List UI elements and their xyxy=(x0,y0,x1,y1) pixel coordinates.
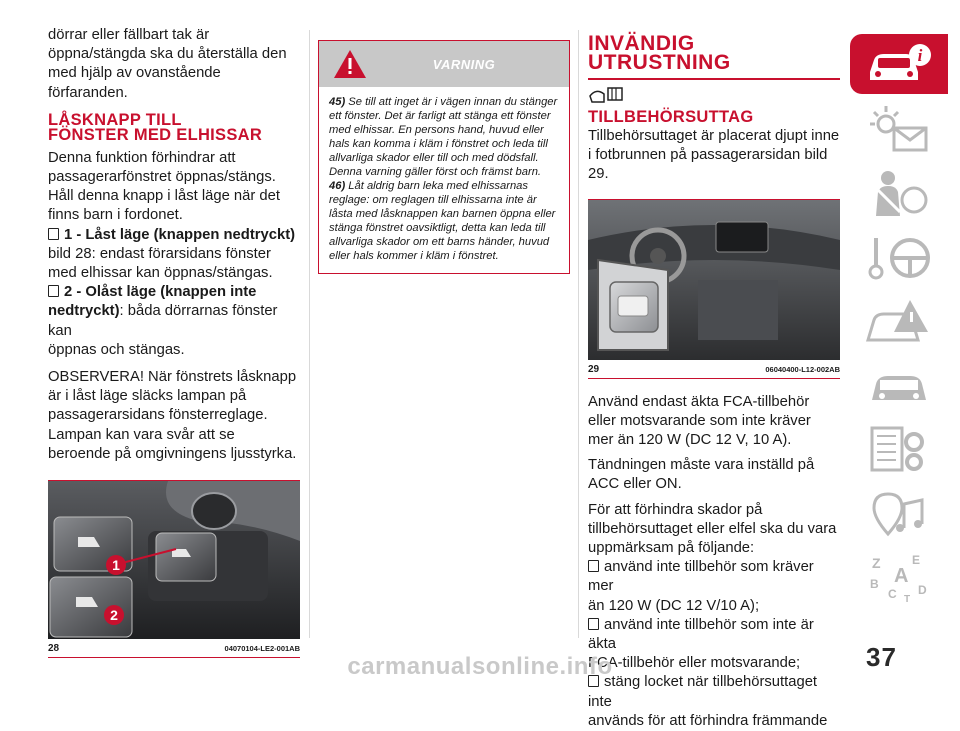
callout-2: 2 xyxy=(110,607,118,624)
socket-location-text: Tillbehörsuttaget är placerat djupt inne i fotbrunnen på passagerarsidan bild 29. xyxy=(588,128,840,183)
svg-text:T: T xyxy=(904,594,911,604)
warning-box xyxy=(318,40,570,274)
tab-warning-lights[interactable] xyxy=(850,100,948,158)
section-heading-line-2: UTRUSTNING xyxy=(588,51,731,74)
socket-photo xyxy=(588,200,840,360)
heading-line-2: FÖNSTER MED ELHISSAR xyxy=(48,125,263,144)
bullet-power-line-1: använd inte tillbehör som kräver mer xyxy=(588,559,814,595)
bullet-power xyxy=(588,558,840,596)
svg-text:A: A xyxy=(894,565,909,587)
tab-emergency[interactable] xyxy=(850,292,948,350)
warning-46-number: 46) xyxy=(329,180,346,192)
bullet-icon xyxy=(48,285,59,297)
bullet-genuine-cont: FCA-tillbehör eller motsvarande; xyxy=(588,655,801,672)
warning-45-number: 45) xyxy=(329,96,346,108)
bullet-unlocked-rest: : båda dörrarnas fönster kan xyxy=(48,303,278,339)
key-steering-wheel-icon xyxy=(864,232,934,282)
figure-number: 29 xyxy=(588,363,600,375)
tab-safety[interactable] xyxy=(850,164,948,222)
bullet-unlocked-text xyxy=(48,302,300,360)
bullet-genuine-line-1: använd inte tillbehör som inte är äkta xyxy=(588,616,814,653)
callout-1: 1 xyxy=(112,557,120,574)
figure-28 xyxy=(48,480,300,658)
bullet-genuine xyxy=(588,616,840,654)
bullet-lid-cont: används för att förhindra främmande xyxy=(588,712,828,729)
svg-text:E: E xyxy=(912,553,921,567)
middle-column xyxy=(318,40,570,274)
multimedia-music-icon xyxy=(864,488,934,538)
tab-maintenance[interactable] xyxy=(850,356,948,414)
warning-title: VARNING xyxy=(432,56,496,72)
accessory-socket-icon xyxy=(588,84,840,104)
fca-accessories-text: Använd endast äkta FCA-tillbehör eller motsvarande som inte kräver mer än 120 W (DC 12 V, 10 A). xyxy=(588,393,811,449)
figure-code: 06040400-L12-002AB xyxy=(765,364,840,374)
svg-text:D: D xyxy=(918,583,927,597)
bullet-locked-text: bild 28: endast förarsidans fönster med elhissar kan öppnas/stängas. xyxy=(48,245,273,282)
car-info-icon xyxy=(864,42,934,86)
bullet-icon xyxy=(588,560,599,572)
warning-body xyxy=(319,87,569,273)
bullet-unlocked xyxy=(48,283,300,302)
bullet-icon xyxy=(588,618,599,630)
section-heading xyxy=(588,34,840,80)
warning-header xyxy=(319,41,569,87)
tab-multimedia[interactable] xyxy=(850,484,948,542)
bullet-lid-line-1: stäng locket när tillbehörsuttaget inte xyxy=(588,674,818,710)
svg-text:Z: Z xyxy=(872,555,881,571)
svg-text:C: C xyxy=(888,587,897,601)
column-divider xyxy=(309,30,310,638)
watermark: carmanualsonline.info xyxy=(347,653,613,680)
bullet-unlocked-title: 2 - Olåst läge (knappen inte xyxy=(64,284,257,301)
warning-46 xyxy=(329,179,559,263)
section-heading-line-1: INVÄNDIG xyxy=(588,32,695,55)
intro-paragraph: dörrar eller fällbart tak är öppna/stängda ska du återställa den med hjälp av ovanstående förfaranden. xyxy=(48,27,287,101)
ignition-text: Tändningen måste vara inställd på ACC eller ON. xyxy=(588,457,815,493)
bullet-power-cont: än 120 W (DC 12 V/10 A); xyxy=(588,597,760,614)
window-lock-heading xyxy=(48,110,300,144)
socket-heading: TILLBEHÖRSUTTAG xyxy=(588,108,754,126)
interior-illustration xyxy=(588,200,840,360)
alphabetical-index-icon xyxy=(864,550,934,604)
warning-triangle-icon xyxy=(333,49,367,79)
lock-description: Denna funktion förhindrar att passagerarfönstret öppnas/stängs. Håll denna knapp i låst läge när det finns barn i fordonet. xyxy=(48,149,280,224)
heading-line-1: LÅSKNAPP TILL xyxy=(48,110,182,129)
svg-text:B: B xyxy=(870,577,879,591)
window-switch-photo xyxy=(48,481,300,639)
bullet-locked xyxy=(48,226,300,245)
column-divider xyxy=(578,30,579,638)
bullet-locked-title: 1 - Låst läge (knappen nedtryckt) xyxy=(64,226,296,243)
page-number: 37 xyxy=(866,642,897,672)
window-switch-illustration xyxy=(48,481,300,639)
chapter-tabs xyxy=(850,34,948,612)
figure-29 xyxy=(588,199,840,379)
tab-index[interactable] xyxy=(850,548,948,606)
figure-29-caption xyxy=(588,360,840,379)
car-breakdown-icon xyxy=(864,296,934,346)
tab-technical-data[interactable] xyxy=(850,420,948,478)
left-column xyxy=(48,26,300,658)
bullet-icon xyxy=(48,228,59,240)
warning-lights-envelope-icon xyxy=(864,104,934,154)
warning-46-text: Låt aldrig barn leka med elhissarnas reglage: om reglagen till elhissarna inte är låsta med låsknappen kan barnen öppna eller stänga fönstret oavsiktligt, detta kan leda till allvarliga skador om ett barns händer, huvud eller hals kommer i kläm i fönstret. xyxy=(329,180,556,262)
figure-number: 28 xyxy=(48,643,60,655)
checklist-gears-icon xyxy=(864,424,934,474)
person-airbag-seatbelt-icon xyxy=(864,168,934,218)
tab-starting-driving[interactable] xyxy=(850,228,948,286)
figure-code: 04070104-LE2-001AB xyxy=(224,644,300,654)
right-column xyxy=(588,30,840,731)
bullet-unlocked-title-cont: nedtryckt) xyxy=(48,303,120,320)
svg-text:i: i xyxy=(917,46,923,65)
car-service-icon xyxy=(864,360,934,410)
note-paragraph: OBSERVERA! När fönstrets låsknapp är i låst läge släcks lampan på passagerarsidans fönsterreglage. Lampan kan vara svår att se beroende på omgivningens ljusstyrka. xyxy=(48,369,297,462)
warning-45 xyxy=(329,95,559,179)
warning-45-text: Se till att inget är i vägen innan du stänger ett fönster. Det är farligt att stänga ett fönster med elhissar. En persons hand, huvud eller hals kan komma i kläm i fönstret och leda till allvarliga skador eller till och med dödsfall. Denna varning gäller först och främst barn. xyxy=(329,96,558,178)
tab-car-info[interactable] xyxy=(850,34,948,94)
bullet-unlocked-rest-2: öppnas och stängas. xyxy=(48,341,185,358)
prevent-damage-text: För att förhindra skador på tillbehörsuttaget eller elfel ska du vara uppmärksam på följande: xyxy=(588,501,837,557)
